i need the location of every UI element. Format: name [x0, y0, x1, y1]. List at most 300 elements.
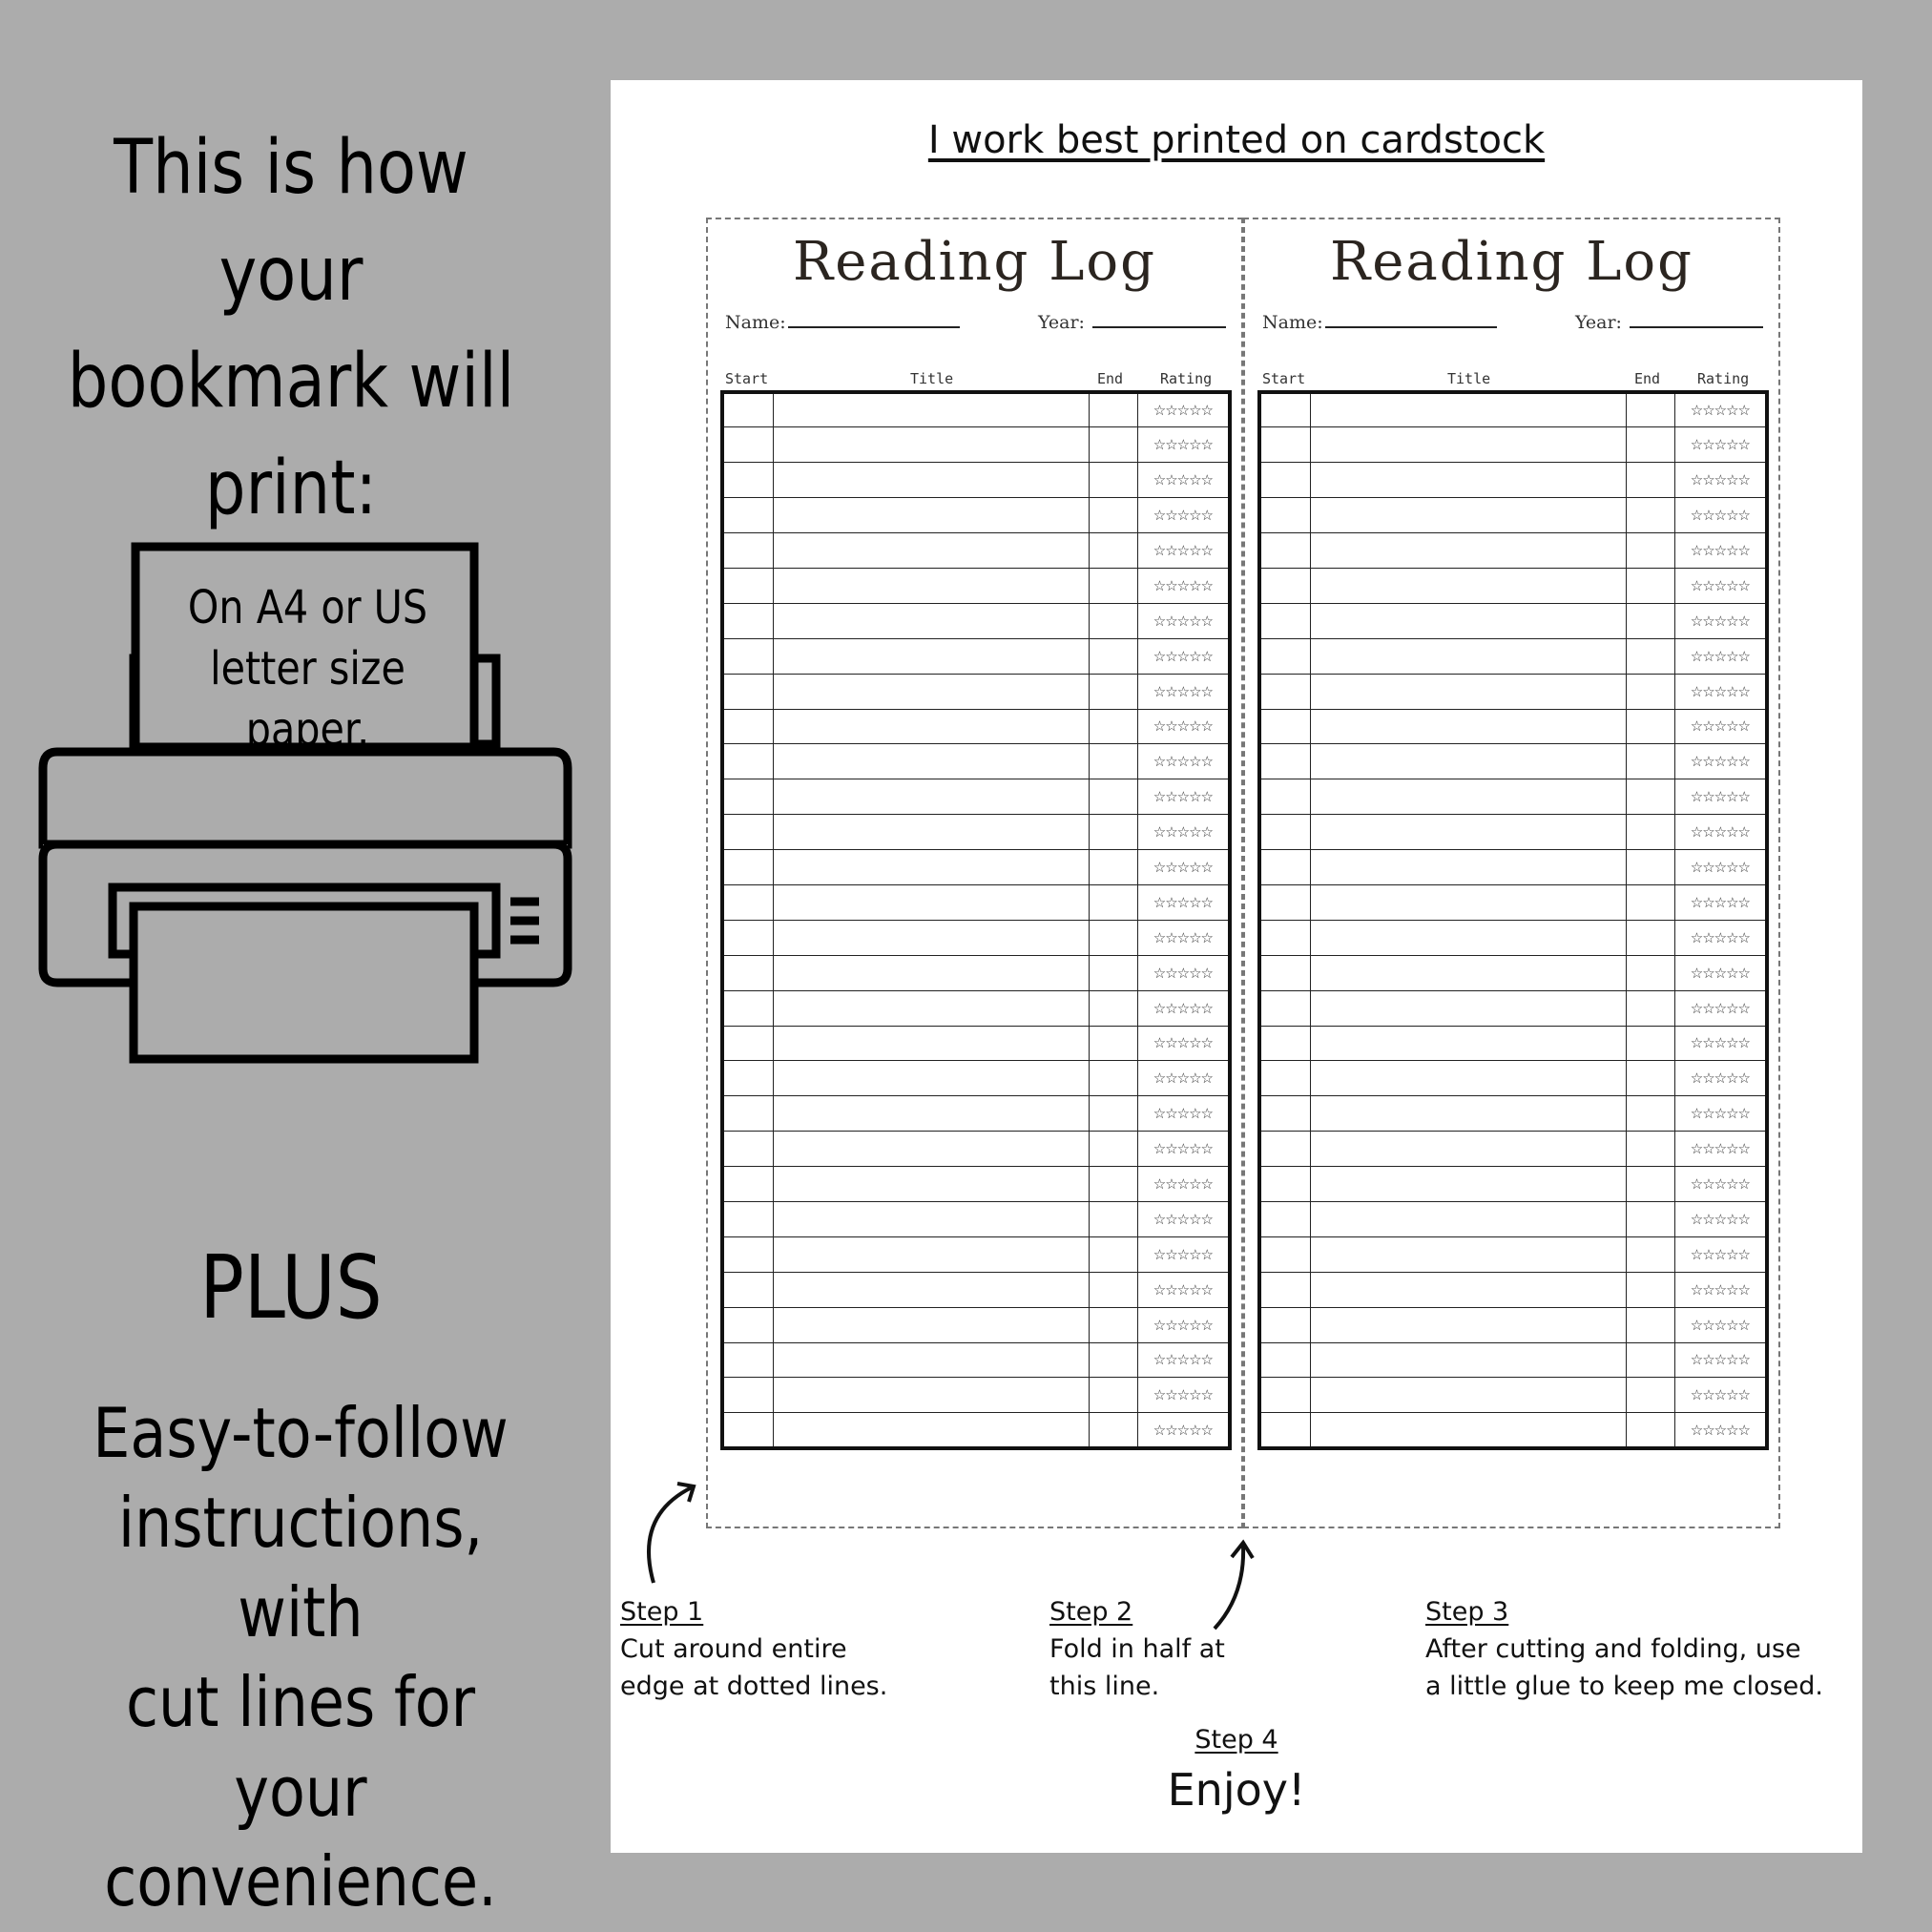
step-text: Cut around entire edge at dotted lines. — [620, 1634, 888, 1701]
table-row — [722, 1272, 1230, 1307]
title-cell — [774, 744, 1090, 779]
table-row — [722, 779, 1230, 815]
table-row — [1259, 1132, 1767, 1167]
rating-cell: ☆☆☆☆☆ — [1137, 1132, 1230, 1167]
name-line — [788, 324, 960, 328]
year-label: Year: — [1575, 312, 1622, 333]
rating-cell: ☆☆☆☆☆ — [1674, 920, 1767, 955]
rating-cell: ☆☆☆☆☆ — [1137, 568, 1230, 603]
rating-cell: ☆☆☆☆☆ — [1137, 709, 1230, 744]
start-cell — [722, 1201, 774, 1236]
table-row — [722, 1342, 1230, 1378]
start-cell — [1259, 884, 1311, 920]
start-cell — [722, 1378, 774, 1413]
start-cell — [1259, 427, 1311, 463]
end-cell — [1627, 603, 1675, 638]
rating-cell: ☆☆☆☆☆ — [1137, 674, 1230, 709]
end-cell — [1090, 1132, 1138, 1167]
table-row — [1259, 1272, 1767, 1307]
headline-line: This is how your — [114, 125, 468, 318]
start-cell — [1259, 1167, 1311, 1202]
start-cell — [1259, 603, 1311, 638]
title-cell — [774, 779, 1090, 815]
start-cell — [722, 1096, 774, 1132]
rating-cell: ☆☆☆☆☆ — [1137, 603, 1230, 638]
table-row — [722, 1236, 1230, 1272]
end-cell — [1090, 1096, 1138, 1132]
start-cell — [722, 427, 774, 463]
end-cell — [1627, 1272, 1675, 1307]
table-row — [1259, 1378, 1767, 1413]
column-header-title: Title — [910, 370, 954, 387]
rating-cell: ☆☆☆☆☆ — [1674, 392, 1767, 427]
end-cell — [1627, 850, 1675, 885]
step-2 — [1049, 1597, 1225, 1705]
table-row — [722, 815, 1230, 850]
rating-cell: ☆☆☆☆☆ — [1137, 1236, 1230, 1272]
rating-cell: ☆☆☆☆☆ — [1674, 1061, 1767, 1096]
rating-cell: ☆☆☆☆☆ — [1137, 1413, 1230, 1448]
title-cell — [774, 1026, 1090, 1061]
title-cell — [774, 955, 1090, 990]
year-field — [1038, 312, 1226, 333]
headline-line: print: — [204, 446, 378, 531]
end-cell — [1627, 1132, 1675, 1167]
table-row — [1259, 392, 1767, 427]
end-cell — [1627, 1307, 1675, 1342]
end-cell — [1090, 1272, 1138, 1307]
step-text: Fold in half at this line. — [1049, 1634, 1225, 1701]
title-cell — [1311, 1026, 1627, 1061]
end-cell — [1627, 884, 1675, 920]
start-cell — [1259, 815, 1311, 850]
start-cell — [722, 533, 774, 569]
rating-cell: ☆☆☆☆☆ — [1674, 709, 1767, 744]
end-cell — [1090, 1201, 1138, 1236]
paper-label-line: On A4 or US — [187, 581, 428, 634]
title-cell — [1311, 568, 1627, 603]
start-cell — [722, 744, 774, 779]
table-row — [722, 1413, 1230, 1448]
table-row — [722, 884, 1230, 920]
start-cell — [722, 568, 774, 603]
rating-cell: ☆☆☆☆☆ — [1137, 884, 1230, 920]
start-cell — [722, 498, 774, 533]
column-header-start: Start — [1262, 370, 1306, 387]
start-cell — [722, 1272, 774, 1307]
title-cell — [774, 533, 1090, 569]
table-row — [722, 1061, 1230, 1096]
start-cell — [1259, 1132, 1311, 1167]
rating-cell: ☆☆☆☆☆ — [1137, 815, 1230, 850]
end-cell — [1627, 1061, 1675, 1096]
end-cell — [1090, 1026, 1138, 1061]
rating-cell: ☆☆☆☆☆ — [1674, 1236, 1767, 1272]
title-cell — [774, 1132, 1090, 1167]
start-cell — [1259, 1307, 1311, 1342]
start-cell — [722, 603, 774, 638]
rating-cell: ☆☆☆☆☆ — [1674, 674, 1767, 709]
end-cell — [1090, 638, 1138, 674]
table-row — [722, 1378, 1230, 1413]
end-cell — [1627, 990, 1675, 1026]
table-row — [1259, 850, 1767, 885]
step-text: After cutting and folding, use a little glue to keep me closed. — [1425, 1634, 1824, 1701]
title-cell — [1311, 815, 1627, 850]
title-cell — [774, 1342, 1090, 1378]
rating-cell: ☆☆☆☆☆ — [1674, 603, 1767, 638]
table-row — [1259, 920, 1767, 955]
rating-cell: ☆☆☆☆☆ — [1137, 779, 1230, 815]
table-row — [1259, 1167, 1767, 1202]
rating-cell: ☆☆☆☆☆ — [1137, 533, 1230, 569]
step-label: Step 2 — [1049, 1597, 1133, 1627]
end-cell — [1627, 1236, 1675, 1272]
start-cell — [1259, 955, 1311, 990]
year-field — [1575, 312, 1763, 333]
start-cell — [722, 1061, 774, 1096]
rating-cell: ☆☆☆☆☆ — [1137, 744, 1230, 779]
title-cell — [774, 815, 1090, 850]
start-cell — [1259, 1378, 1311, 1413]
title-cell — [774, 1061, 1090, 1096]
blurb-line: cut lines for your — [125, 1662, 476, 1832]
end-cell — [1627, 1167, 1675, 1202]
table-row — [722, 1167, 1230, 1202]
title-cell — [1311, 392, 1627, 427]
title-cell — [774, 1096, 1090, 1132]
bookmark-left — [706, 218, 1243, 1528]
title-cell — [774, 1272, 1090, 1307]
rating-cell: ☆☆☆☆☆ — [1137, 1378, 1230, 1413]
step-3 — [1425, 1597, 1823, 1705]
start-cell — [1259, 1272, 1311, 1307]
table-row — [722, 463, 1230, 498]
rating-cell: ☆☆☆☆☆ — [1674, 1201, 1767, 1236]
rating-cell: ☆☆☆☆☆ — [1137, 638, 1230, 674]
title-cell — [774, 1167, 1090, 1202]
year-line — [1630, 324, 1763, 328]
table-row — [1259, 955, 1767, 990]
end-cell — [1627, 779, 1675, 815]
end-cell — [1090, 1236, 1138, 1272]
end-cell — [1627, 427, 1675, 463]
start-cell — [722, 1236, 774, 1272]
name-label: Name: — [725, 312, 786, 333]
end-cell — [1627, 1378, 1675, 1413]
table-row — [1259, 603, 1767, 638]
rating-cell: ☆☆☆☆☆ — [1674, 1378, 1767, 1413]
rating-cell: ☆☆☆☆☆ — [1137, 1096, 1230, 1132]
year-label: Year: — [1038, 312, 1085, 333]
paper-size-label — [162, 577, 453, 760]
name-field — [1262, 312, 1497, 333]
end-cell — [1090, 850, 1138, 885]
title-cell — [774, 427, 1090, 463]
title-cell — [1311, 744, 1627, 779]
title-cell — [1311, 533, 1627, 569]
rating-cell: ☆☆☆☆☆ — [1137, 392, 1230, 427]
start-cell — [1259, 1096, 1311, 1132]
title-cell — [1311, 990, 1627, 1026]
table-row — [1259, 815, 1767, 850]
start-cell — [1259, 392, 1311, 427]
end-cell — [1627, 920, 1675, 955]
start-cell — [1259, 498, 1311, 533]
title-cell — [774, 638, 1090, 674]
end-cell — [1090, 498, 1138, 533]
table-row — [1259, 779, 1767, 815]
title-cell — [1311, 1342, 1627, 1378]
title-cell — [774, 498, 1090, 533]
end-cell — [1627, 638, 1675, 674]
start-cell — [1259, 920, 1311, 955]
table-row — [722, 955, 1230, 990]
table-row — [722, 498, 1230, 533]
rating-cell: ☆☆☆☆☆ — [1137, 1307, 1230, 1342]
end-cell — [1627, 1026, 1675, 1061]
title-cell — [774, 1378, 1090, 1413]
table-row — [1259, 1236, 1767, 1272]
column-header-start: Start — [725, 370, 769, 387]
end-cell — [1627, 955, 1675, 990]
rating-cell: ☆☆☆☆☆ — [1674, 1096, 1767, 1132]
title-cell — [774, 674, 1090, 709]
start-cell — [722, 709, 774, 744]
start-cell — [722, 955, 774, 990]
end-cell — [1090, 674, 1138, 709]
rating-cell: ☆☆☆☆☆ — [1137, 498, 1230, 533]
title-cell — [774, 603, 1090, 638]
table-row — [1259, 1413, 1767, 1448]
bookmark-right — [1243, 218, 1780, 1528]
start-cell — [722, 392, 774, 427]
table-row — [1259, 1096, 1767, 1132]
table-row — [722, 990, 1230, 1026]
end-cell — [1090, 779, 1138, 815]
rating-cell: ☆☆☆☆☆ — [1137, 1061, 1230, 1096]
headline — [57, 114, 525, 542]
title-cell — [774, 1307, 1090, 1342]
year-line — [1092, 324, 1226, 328]
title-cell — [774, 920, 1090, 955]
rating-cell: ☆☆☆☆☆ — [1137, 955, 1230, 990]
end-cell — [1090, 1413, 1138, 1448]
start-cell — [722, 884, 774, 920]
rating-cell: ☆☆☆☆☆ — [1137, 1201, 1230, 1236]
start-cell — [722, 1167, 774, 1202]
column-header-rating: Rating — [1697, 370, 1750, 387]
end-cell — [1090, 709, 1138, 744]
start-cell — [1259, 1201, 1311, 1236]
step-label: Step 4 — [1195, 1725, 1278, 1755]
rating-cell: ☆☆☆☆☆ — [1674, 638, 1767, 674]
end-cell — [1627, 1342, 1675, 1378]
end-cell — [1627, 533, 1675, 569]
title-cell — [774, 990, 1090, 1026]
table-row — [722, 568, 1230, 603]
column-header-rating: Rating — [1160, 370, 1213, 387]
blurb-line: convenience. — [104, 1841, 497, 1922]
rating-cell: ☆☆☆☆☆ — [1137, 920, 1230, 955]
title-cell — [1311, 498, 1627, 533]
rating-cell: ☆☆☆☆☆ — [1674, 498, 1767, 533]
start-cell — [1259, 638, 1311, 674]
table-row — [1259, 884, 1767, 920]
title-cell — [774, 1413, 1090, 1448]
table-row — [722, 744, 1230, 779]
start-cell — [722, 1413, 774, 1448]
end-cell — [1627, 815, 1675, 850]
rating-cell: ☆☆☆☆☆ — [1674, 1342, 1767, 1378]
rating-cell: ☆☆☆☆☆ — [1137, 850, 1230, 885]
rating-cell: ☆☆☆☆☆ — [1137, 427, 1230, 463]
end-cell — [1627, 1201, 1675, 1236]
end-cell — [1627, 674, 1675, 709]
end-cell — [1627, 1413, 1675, 1448]
rating-cell: ☆☆☆☆☆ — [1137, 1342, 1230, 1378]
rating-cell: ☆☆☆☆☆ — [1674, 533, 1767, 569]
blurb-line: instructions, with — [117, 1483, 484, 1652]
title-cell — [1311, 1132, 1627, 1167]
start-cell — [722, 779, 774, 815]
title-cell — [1311, 1378, 1627, 1413]
bookmark-title: Reading Log — [793, 231, 1156, 293]
end-cell — [1090, 920, 1138, 955]
step-1 — [620, 1597, 887, 1705]
end-cell — [1627, 709, 1675, 744]
table-row — [722, 1307, 1230, 1342]
title-cell — [774, 392, 1090, 427]
end-cell — [1090, 1167, 1138, 1202]
table-row — [1259, 638, 1767, 674]
start-cell — [1259, 1342, 1311, 1378]
start-cell — [722, 990, 774, 1026]
name-line — [1325, 324, 1497, 328]
title-cell — [1311, 884, 1627, 920]
table-row — [722, 850, 1230, 885]
rating-cell: ☆☆☆☆☆ — [1674, 779, 1767, 815]
rating-cell: ☆☆☆☆☆ — [1674, 955, 1767, 990]
title-cell — [1311, 603, 1627, 638]
end-cell — [1090, 533, 1138, 569]
start-cell — [1259, 709, 1311, 744]
start-cell — [722, 463, 774, 498]
rating-cell: ☆☆☆☆☆ — [1674, 1167, 1767, 1202]
table-row — [1259, 744, 1767, 779]
blurb-line: Easy-to-follow — [93, 1393, 509, 1473]
title-cell — [1311, 1096, 1627, 1132]
end-cell — [1090, 1307, 1138, 1342]
name-label: Name: — [1262, 312, 1323, 333]
rating-cell: ☆☆☆☆☆ — [1674, 1413, 1767, 1448]
arrow-step1-icon — [639, 1478, 706, 1592]
start-cell — [1259, 1413, 1311, 1448]
start-cell — [722, 638, 774, 674]
table-row — [1259, 533, 1767, 569]
table-row — [722, 1096, 1230, 1132]
step-text: Enjoy! — [1167, 1764, 1306, 1816]
rating-cell: ☆☆☆☆☆ — [1674, 815, 1767, 850]
step-label: Step 1 — [620, 1597, 704, 1627]
end-cell — [1090, 884, 1138, 920]
table-row — [1259, 1061, 1767, 1096]
rating-cell: ☆☆☆☆☆ — [1674, 1026, 1767, 1061]
title-cell — [1311, 1236, 1627, 1272]
rating-cell: ☆☆☆☆☆ — [1137, 463, 1230, 498]
end-cell — [1090, 392, 1138, 427]
step-label: Step 3 — [1425, 1597, 1509, 1627]
table-row — [722, 674, 1230, 709]
start-cell — [722, 1026, 774, 1061]
table-row — [722, 427, 1230, 463]
start-cell — [722, 850, 774, 885]
title-cell — [1311, 1272, 1627, 1307]
table-row — [722, 603, 1230, 638]
table-row — [1259, 1201, 1767, 1236]
table-row — [1259, 1307, 1767, 1342]
title-cell — [1311, 427, 1627, 463]
table-row — [1259, 674, 1767, 709]
start-cell — [722, 815, 774, 850]
start-cell — [1259, 990, 1311, 1026]
printable-sheet — [611, 80, 1862, 1853]
start-cell — [1259, 1061, 1311, 1096]
rating-cell: ☆☆☆☆☆ — [1674, 463, 1767, 498]
title-cell — [1311, 955, 1627, 990]
instructions-blurb — [51, 1388, 551, 1926]
end-cell — [1627, 744, 1675, 779]
title-cell — [774, 463, 1090, 498]
table-row — [722, 920, 1230, 955]
end-cell — [1090, 815, 1138, 850]
table-row — [1259, 1026, 1767, 1061]
step-4 — [611, 1725, 1862, 1816]
start-cell — [722, 674, 774, 709]
end-cell — [1090, 1378, 1138, 1413]
end-cell — [1627, 498, 1675, 533]
start-cell — [1259, 674, 1311, 709]
title-cell — [1311, 1167, 1627, 1202]
rating-cell: ☆☆☆☆☆ — [1674, 990, 1767, 1026]
table-row — [722, 392, 1230, 427]
start-cell — [1259, 533, 1311, 569]
rating-cell: ☆☆☆☆☆ — [1137, 990, 1230, 1026]
title-cell — [1311, 1307, 1627, 1342]
title-cell — [774, 850, 1090, 885]
table-row — [1259, 990, 1767, 1026]
start-cell — [1259, 850, 1311, 885]
table-row — [722, 1026, 1230, 1061]
rating-cell: ☆☆☆☆☆ — [1137, 1167, 1230, 1202]
rating-cell: ☆☆☆☆☆ — [1674, 1132, 1767, 1167]
title-cell — [774, 1236, 1090, 1272]
end-cell — [1090, 1342, 1138, 1378]
title-cell — [1311, 674, 1627, 709]
start-cell — [1259, 779, 1311, 815]
rating-cell: ☆☆☆☆☆ — [1674, 1272, 1767, 1307]
title-cell — [774, 568, 1090, 603]
headline-line: bookmark will — [67, 339, 515, 425]
column-header-end: End — [1097, 370, 1124, 387]
title-cell — [774, 1201, 1090, 1236]
table-row — [722, 638, 1230, 674]
end-cell — [1627, 1096, 1675, 1132]
table-row — [1259, 709, 1767, 744]
table-row — [1259, 1342, 1767, 1378]
rating-cell: ☆☆☆☆☆ — [1137, 1272, 1230, 1307]
title-cell — [1311, 920, 1627, 955]
